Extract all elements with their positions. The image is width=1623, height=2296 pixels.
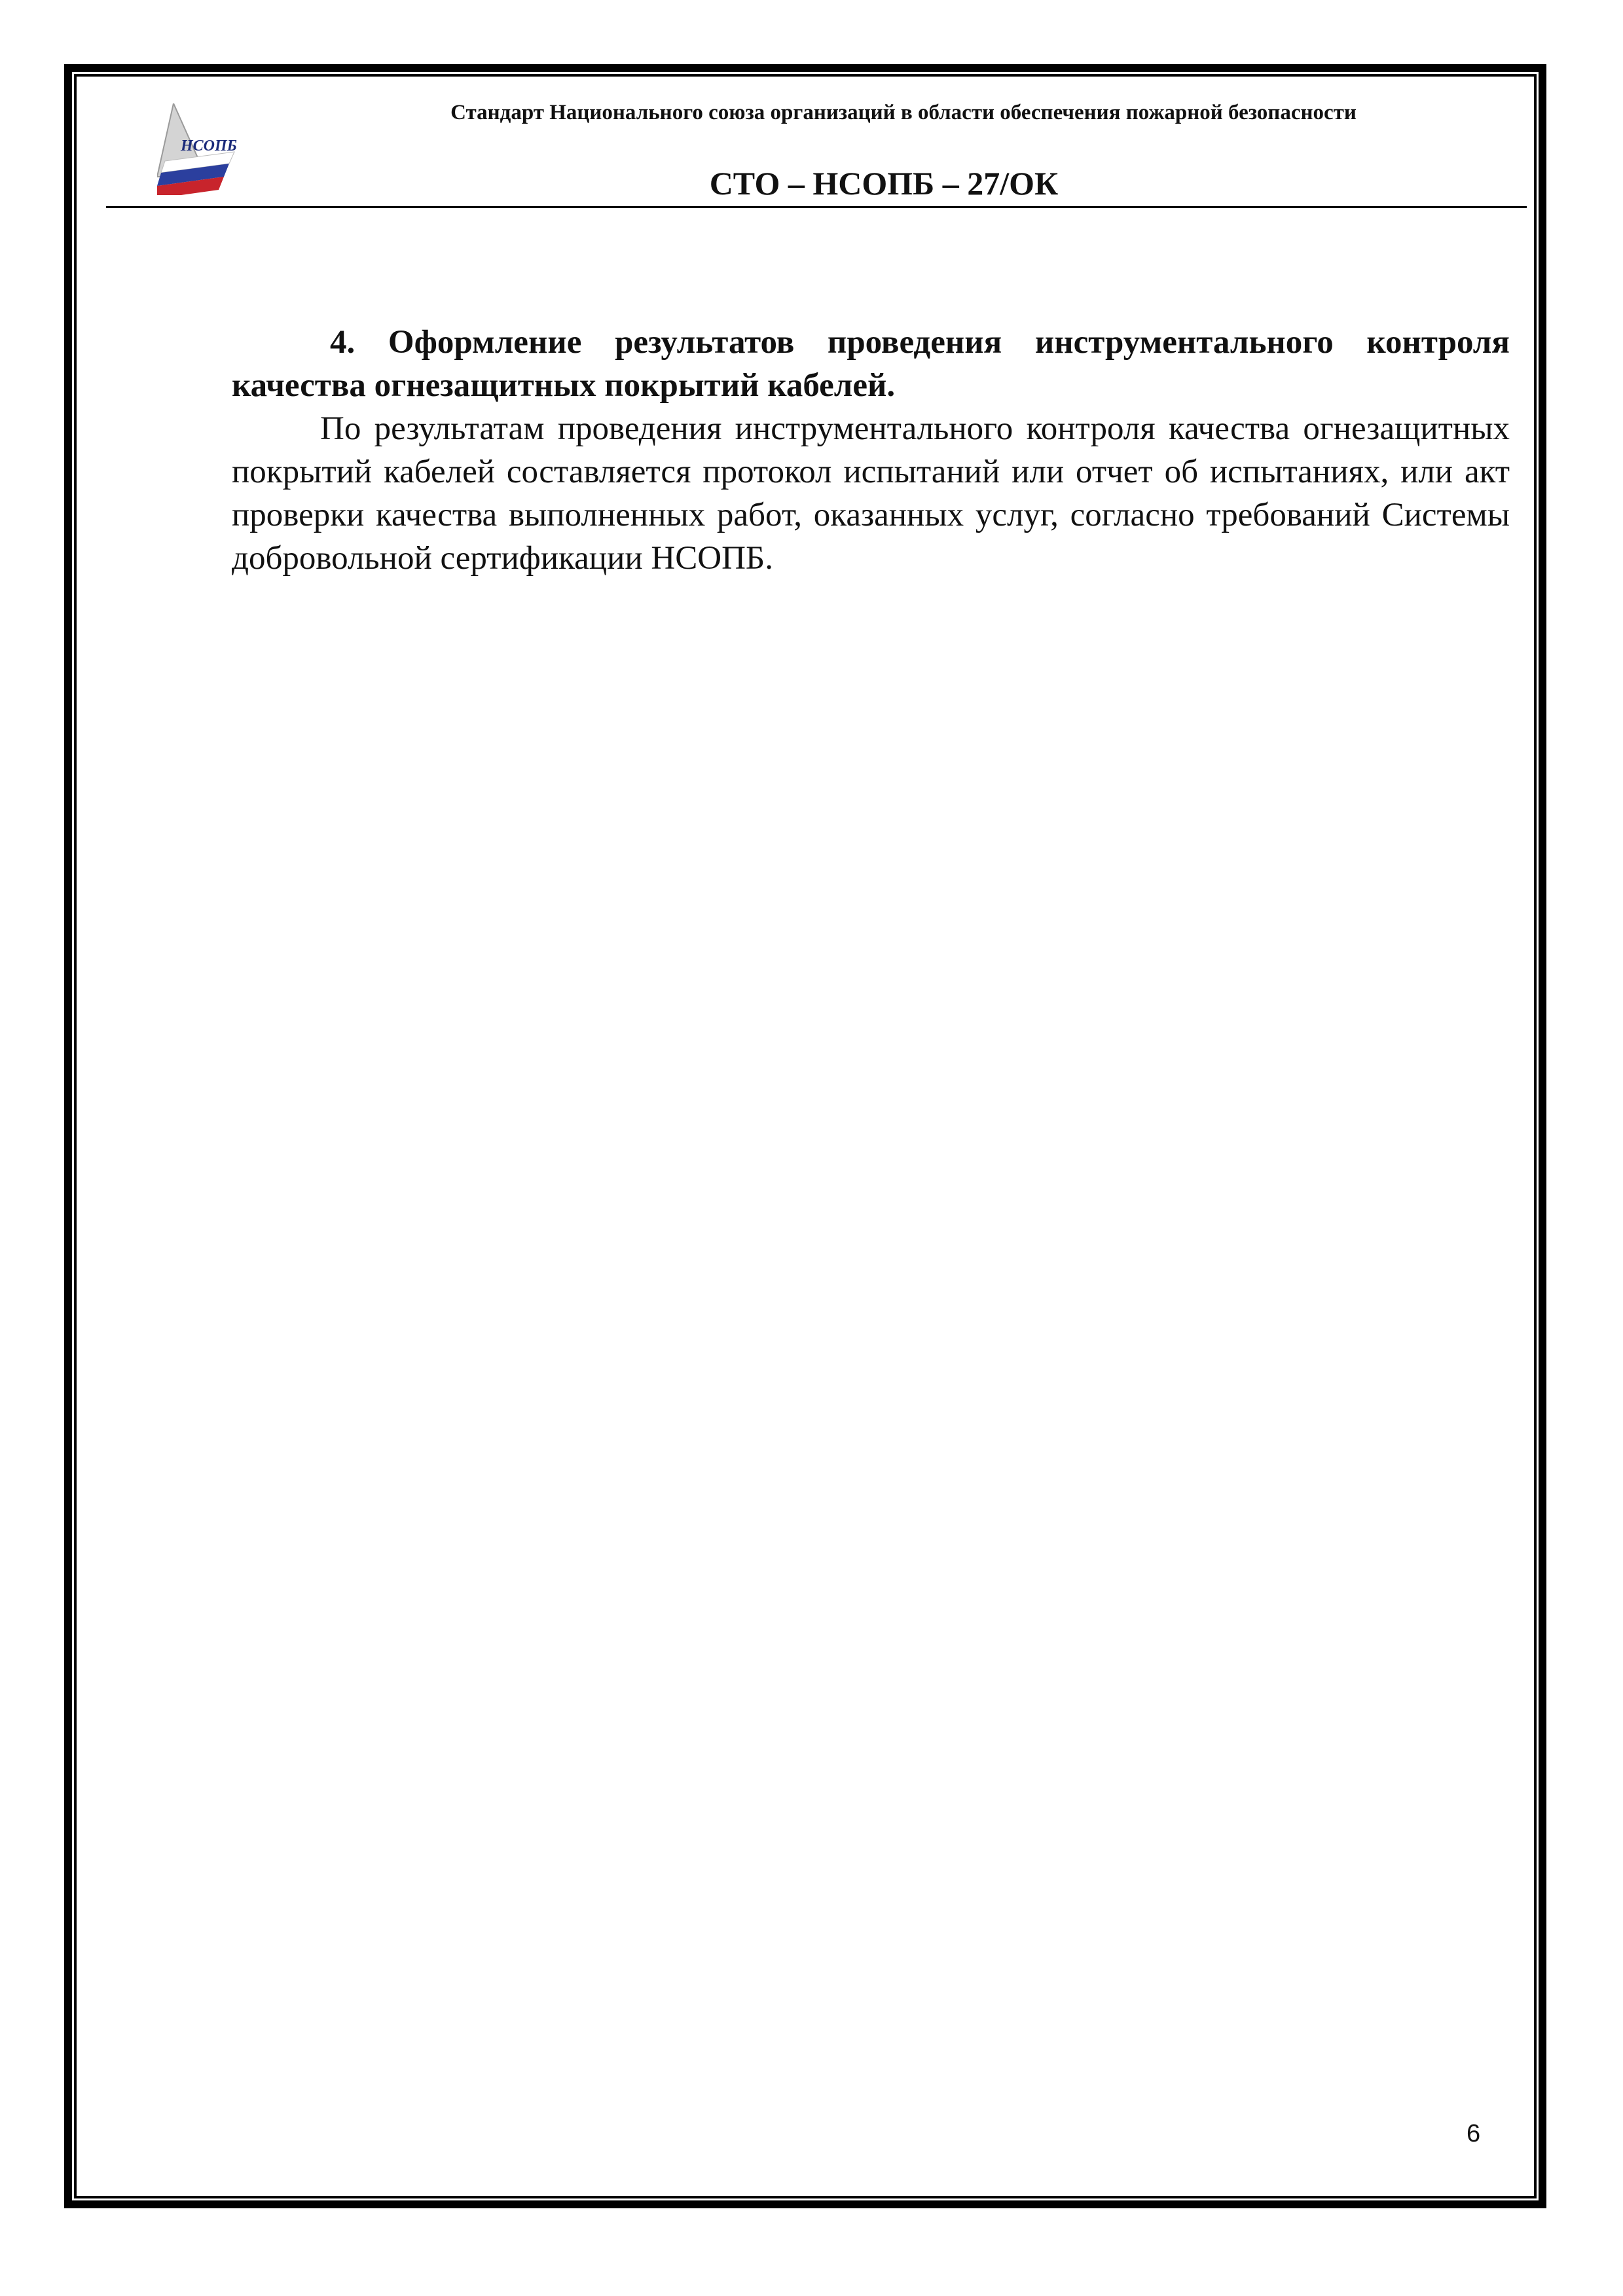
page-number: 6 [1467, 2120, 1481, 2147]
header-rule [106, 206, 1527, 208]
organization-line: Стандарт Национального союза организаций в области обеспечения пожарной безопасности [450, 101, 1357, 124]
document-code: СТО – НСОПБ – 27/ОК [709, 165, 1059, 202]
section-number: 4. [330, 324, 356, 361]
logo-text: НСОПБ [181, 137, 237, 154]
section-paragraph: По результатам проведения инструментального контроля качества огнезащитных покрытий кабелей составляется протокол испытаний или отчет об испытаниях, или акт проверки качества выполненных работ, оказанных услуг, согласно требований Системы добровольной сертификации НСОПБ. [232, 410, 1510, 577]
section-heading [232, 321, 1510, 407]
nsopb-logo [157, 103, 242, 195]
main-content [232, 321, 1510, 580]
section-title: Оформление результатов проведения инструментального контроля качества огнезащитных покрытий кабелей. [232, 324, 1510, 404]
